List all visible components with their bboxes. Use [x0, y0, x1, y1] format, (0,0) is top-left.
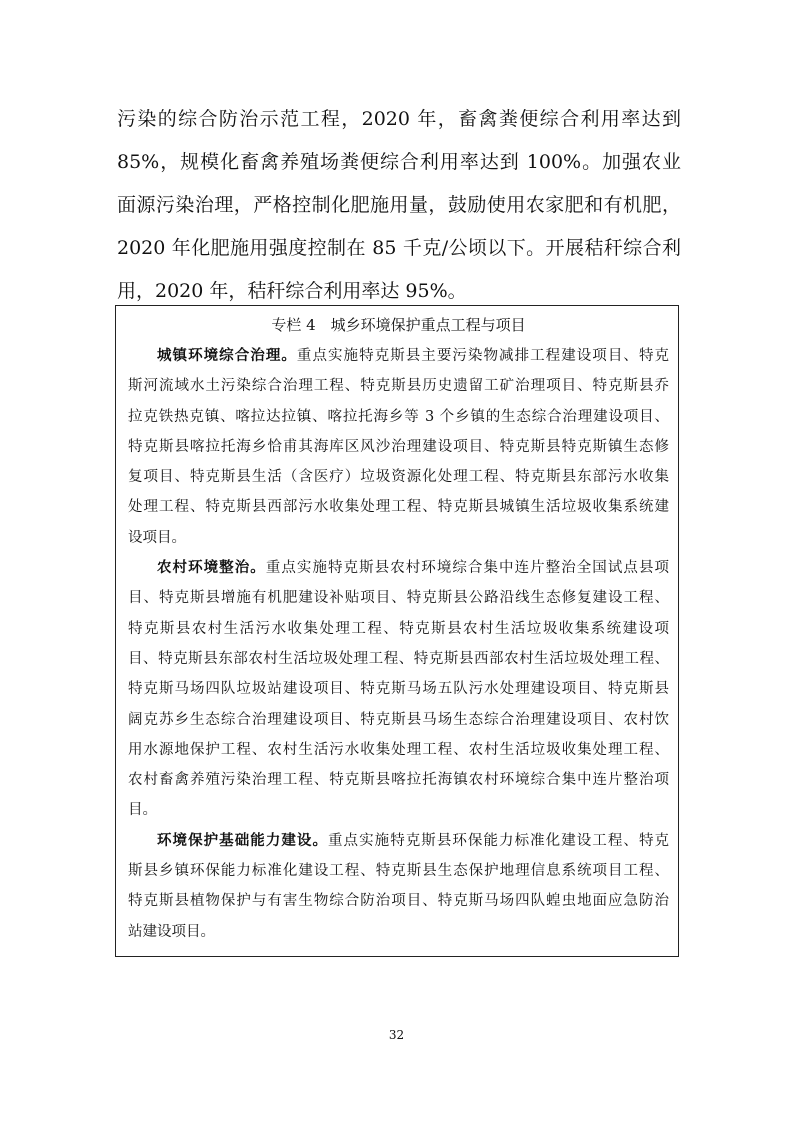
section-line: 设项目。 — [128, 529, 186, 546]
intro-line: 污染的综合防治示范工程，2020 年，畜禽粪便综合利用率达到 — [117, 108, 681, 130]
column-box — [115, 305, 679, 957]
section-line: 目。 — [128, 802, 157, 819]
section-first-line — [128, 341, 669, 371]
section-heading: 环境保护基础能力建设。 — [157, 831, 329, 849]
section-line: 拉克铁热克镇、喀拉达拉镇、喀拉托海乡等 3 个乡镇的生态综合治理建设项目、 — [128, 408, 669, 425]
intro-paragraph — [117, 98, 681, 313]
intro-line: 85%，规模化畜禽养殖场粪便综合利用率达到 100%。加强农业 — [117, 151, 681, 173]
section-first-line — [128, 553, 669, 583]
section-line: 斯河流域水土污染综合治理工程、特克斯县历史遗留工矿治理项目、特克斯县乔 — [128, 378, 669, 395]
section-line: 特克斯县植物保护与有害生物综合防治项目、特克斯马场四队蝗虫地面应急防治 — [128, 893, 669, 910]
section-line: 特克斯马场四队垃圾站建设项目、特克斯马场五队污水处理建设项目、特克斯县 — [128, 681, 669, 698]
section-line: 复项目、特克斯县生活（含医疗）垃圾资源化处理工程、特克斯县东部污水收集 — [128, 469, 669, 486]
section-line: 特克斯县农村生活污水收集处理工程、特克斯县农村生活垃圾收集系统建设项 — [128, 620, 669, 637]
intro-line: 用，2020 年，秸秆综合利用率达 95%。 — [117, 280, 467, 302]
section-heading: 农村环境整治。 — [157, 559, 266, 577]
section-line: 农村畜禽养殖污染治理工程、特克斯县喀拉托海镇农村环境综合集中连片整治项 — [128, 772, 669, 789]
section-text: 重点实施特克斯县环保能力标准化建设工程、特克 — [328, 832, 669, 849]
section-line: 特克斯县喀拉托海乡恰甫其海库区风沙治理建设项目、特克斯县特克斯镇生态修 — [128, 438, 669, 455]
section-line: 目、特克斯县东部农村生活垃圾处理工程、特克斯县西部农村生活垃圾处理工程、 — [128, 650, 669, 667]
section-line: 阔克苏乡生态综合治理建设项目、特克斯县马场生态综合治理建设项目、农村饮 — [128, 711, 669, 728]
section-first-line — [128, 826, 669, 856]
section-heading: 城镇环境综合治理。 — [157, 347, 297, 364]
page-number: 32 — [388, 1028, 405, 1042]
section-text: 重点实施特克斯县主要污染物减排工程建设项目、特克 — [296, 348, 669, 364]
section-text: 重点实施特克斯县农村环境综合集中连片整治全国试点县项 — [265, 560, 669, 577]
column-box-title: 专栏 4 城乡环境保护重点工程与项目 — [271, 316, 526, 334]
section-line: 斯县乡镇环保能力标准化建设工程、特克斯县生态保护地理信息系统项目工程、 — [128, 863, 669, 880]
section-line: 站建设项目。 — [128, 923, 215, 940]
section-line: 处理工程、特克斯县西部污水收集处理工程、特克斯县城镇生活垃圾收集系统建 — [128, 499, 669, 516]
section-line: 用水源地保护工程、农村生活污水收集处理工程、农村生活垃圾收集处理工程、 — [128, 741, 669, 758]
intro-line: 面源污染治理，严格控制化肥施用量，鼓励使用农家肥和有机肥， — [117, 194, 681, 216]
intro-line: 2020 年化肥施用强度控制在 85 千克/公顷以下。开展秸秆综合利 — [117, 237, 681, 259]
section-line: 目、特克斯县增施有机肥建设补贴项目、特克斯县公路沿线生态修复建设工程、 — [128, 590, 669, 607]
